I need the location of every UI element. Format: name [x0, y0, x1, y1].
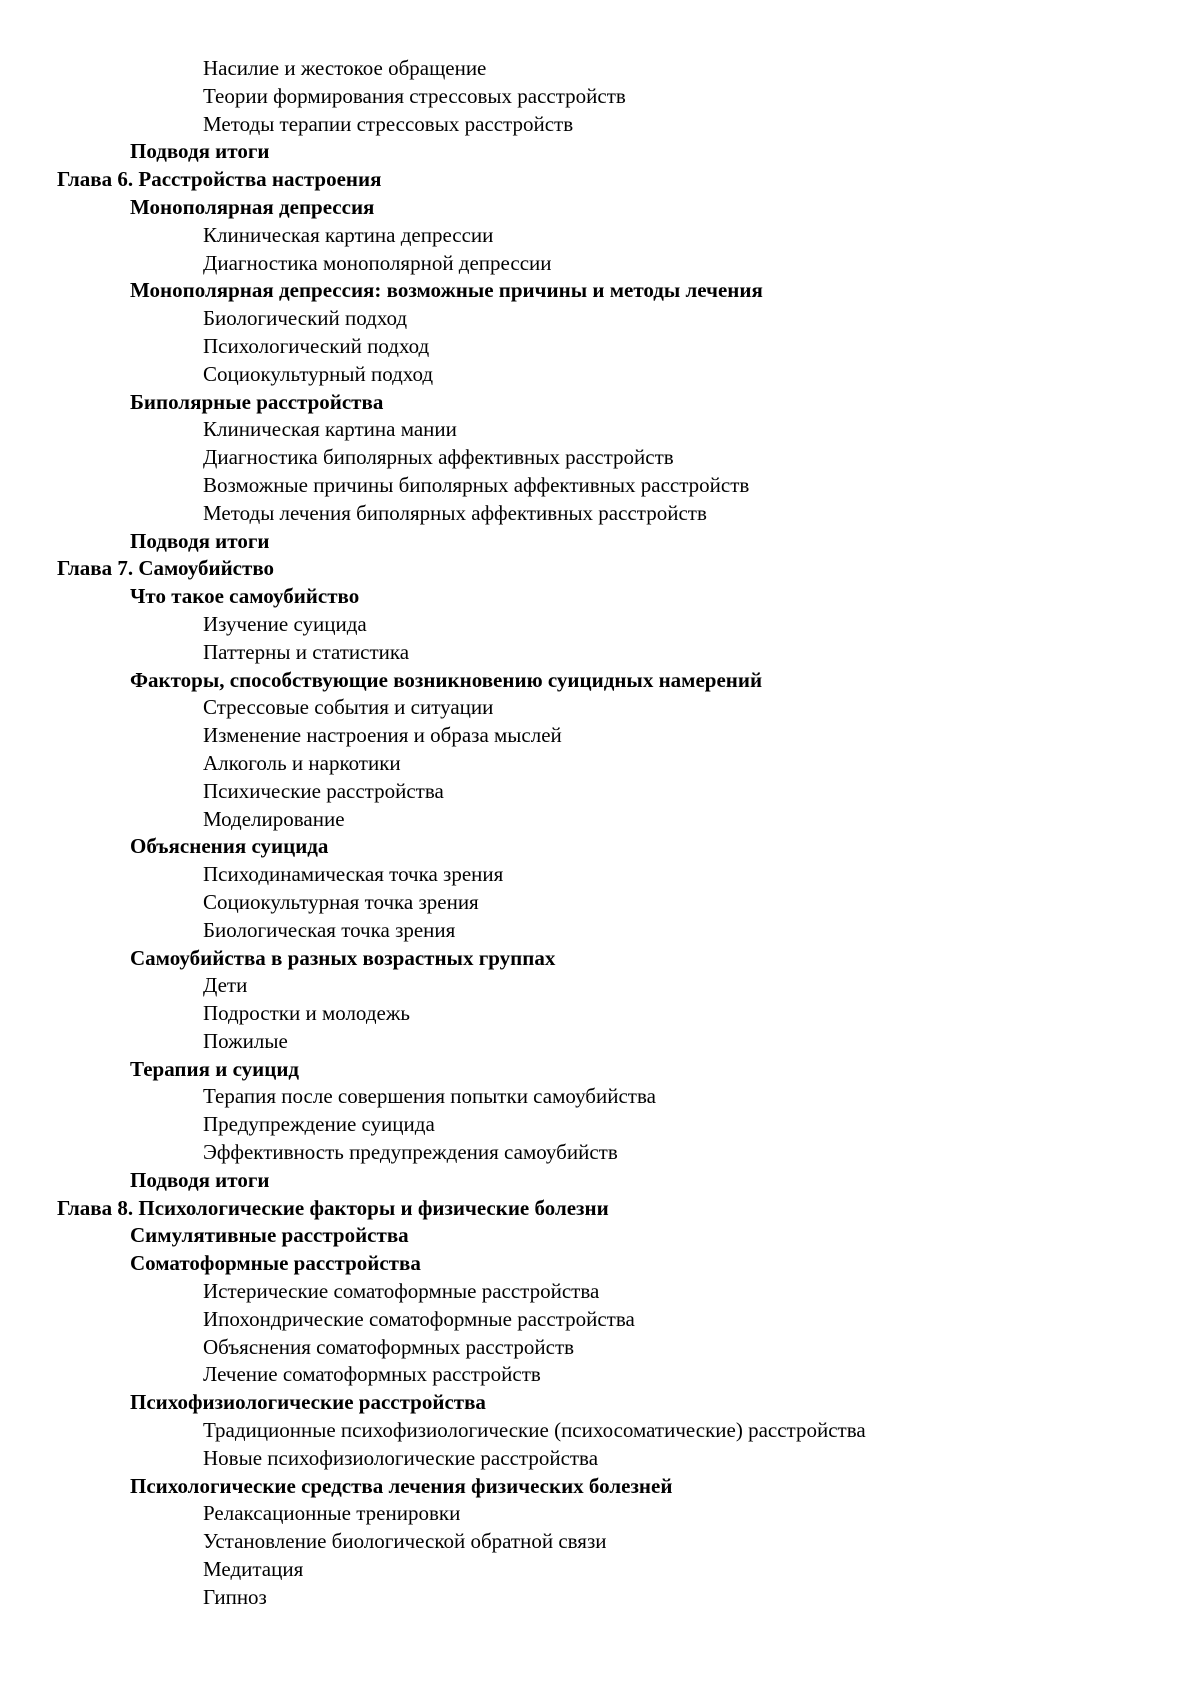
toc-section: Монополярная депрессия	[0, 194, 1200, 222]
toc-subsection: Релаксационные тренировки	[0, 1500, 1200, 1528]
toc-section: Факторы, способствующие возникновению суицидных намерений	[0, 667, 1200, 695]
toc-section: Самоубийства в разных возрастных группах	[0, 945, 1200, 973]
toc-subsection: Клиническая картина депрессии	[0, 222, 1200, 250]
toc-section: Терапия и суицид	[0, 1056, 1200, 1084]
toc-subsection: Изменение настроения и образа мыслей	[0, 722, 1200, 750]
toc-section: Подводя итоги	[0, 138, 1200, 166]
toc-subsection: Диагностика биполярных аффективных расстройств	[0, 444, 1200, 472]
toc-subsection: Методы терапии стрессовых расстройств	[0, 111, 1200, 139]
toc-subsection: Подростки и молодежь	[0, 1000, 1200, 1028]
toc-subsection: Социокультурный подход	[0, 361, 1200, 389]
toc-subsection: Эффективность предупреждения самоубийств	[0, 1139, 1200, 1167]
toc-subsection: Новые психофизиологические расстройства	[0, 1445, 1200, 1473]
toc-subsection: Гипноз	[0, 1584, 1200, 1612]
toc-subsection: Методы лечения биполярных аффективных расстройств	[0, 500, 1200, 528]
toc-section: Объяснения суицида	[0, 833, 1200, 861]
toc-subsection: Клиническая картина мании	[0, 416, 1200, 444]
toc-subsection: Медитация	[0, 1556, 1200, 1584]
toc-subsection: Паттерны и статистика	[0, 639, 1200, 667]
toc-subsection: Дети	[0, 972, 1200, 1000]
toc-subsection: Стрессовые события и ситуации	[0, 694, 1200, 722]
toc-section: Симулятивные расстройства	[0, 1222, 1200, 1250]
toc-subsection: Биологический подход	[0, 305, 1200, 333]
toc-subsection: Социокультурная точка зрения	[0, 889, 1200, 917]
toc-subsection: Психические расстройства	[0, 778, 1200, 806]
toc-subsection: Ипохондрические соматоформные расстройства	[0, 1306, 1200, 1334]
toc-subsection: Изучение суицида	[0, 611, 1200, 639]
toc-section: Психологические средства лечения физических болезней	[0, 1473, 1200, 1501]
toc-chapter: Глава 7. Самоубийство	[0, 555, 1200, 583]
toc-subsection: Истерические соматоформные расстройства	[0, 1278, 1200, 1306]
toc-subsection: Алкоголь и наркотики	[0, 750, 1200, 778]
document-page	[0, 0, 1200, 1696]
toc-subsection: Предупреждение суицида	[0, 1111, 1200, 1139]
toc-chapter: Глава 8. Психологические факторы и физические болезни	[0, 1195, 1200, 1223]
toc-section: Психофизиологические расстройства	[0, 1389, 1200, 1417]
toc-chapter: Глава 6. Расстройства настроения	[0, 166, 1200, 194]
toc-subsection: Теории формирования стрессовых расстройств	[0, 83, 1200, 111]
toc-subsection: Установление биологической обратной связи	[0, 1528, 1200, 1556]
toc-subsection: Терапия после совершения попытки самоубийства	[0, 1083, 1200, 1111]
toc-section: Подводя итоги	[0, 528, 1200, 556]
toc-subsection: Биологическая точка зрения	[0, 917, 1200, 945]
toc-subsection: Лечение соматоформных расстройств	[0, 1361, 1200, 1389]
toc-section: Соматоформные расстройства	[0, 1250, 1200, 1278]
toc-section: Монополярная депрессия: возможные причины и методы лечения	[0, 277, 1200, 305]
toc-subsection: Традиционные психофизиологические (психосоматические) расстройства	[0, 1417, 1200, 1445]
toc-subsection: Насилие и жестокое обращение	[0, 55, 1200, 83]
toc-subsection: Объяснения соматоформных расстройств	[0, 1334, 1200, 1362]
toc-subsection: Пожилые	[0, 1028, 1200, 1056]
toc-section: Подводя итоги	[0, 1167, 1200, 1195]
toc-subsection: Психодинамическая точка зрения	[0, 861, 1200, 889]
toc-subsection: Возможные причины биполярных аффективных расстройств	[0, 472, 1200, 500]
toc-subsection: Диагностика монополярной депрессии	[0, 250, 1200, 278]
toc-section: Что такое самоубийство	[0, 583, 1200, 611]
toc-subsection: Психологический подход	[0, 333, 1200, 361]
table-of-contents	[0, 55, 1200, 1612]
toc-section: Биполярные расстройства	[0, 389, 1200, 417]
toc-subsection: Моделирование	[0, 806, 1200, 834]
